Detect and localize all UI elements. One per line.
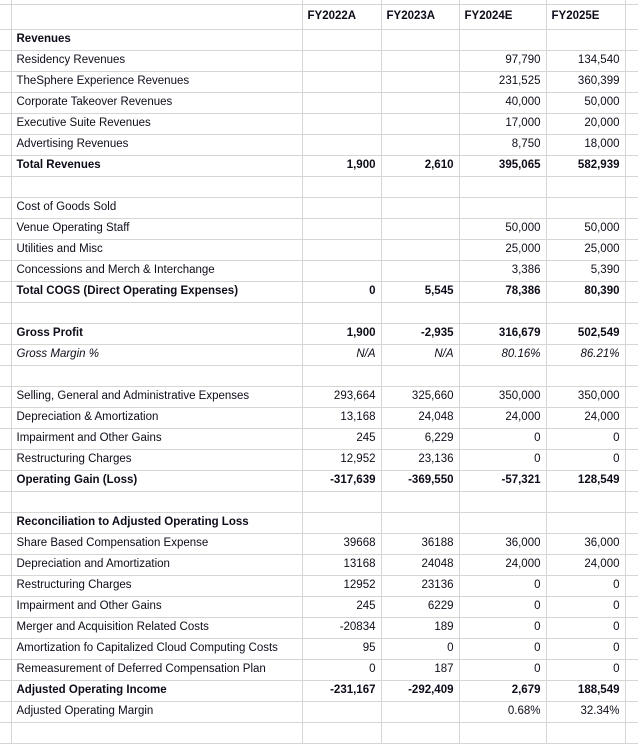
row-value-cell[interactable]: 0 xyxy=(459,638,546,659)
table-row xyxy=(0,92,638,113)
row-value-cell[interactable]: 395,065 xyxy=(459,155,546,176)
table-spacer-row xyxy=(0,302,638,323)
spacer-value-cell[interactable] xyxy=(546,176,625,197)
row-label-cell[interactable]: Cost of Goods Sold xyxy=(11,197,302,218)
row-value-cell[interactable]: 24,000 xyxy=(546,407,625,428)
row-value-cell[interactable] xyxy=(381,29,459,50)
row-value-cell[interactable]: 24,000 xyxy=(459,554,546,575)
row-value-cell[interactable]: 0 xyxy=(302,281,381,302)
row-value-cell[interactable] xyxy=(381,218,459,239)
row-value-cell[interactable] xyxy=(546,512,625,533)
table-header-row xyxy=(0,4,638,29)
row-value-cell[interactable]: 86.21% xyxy=(546,344,625,365)
spacer-value-cell[interactable] xyxy=(546,722,625,743)
row-value-cell[interactable]: 18,000 xyxy=(546,134,625,155)
spacer-value-cell[interactable] xyxy=(302,302,381,323)
row-value-cell[interactable]: 0 xyxy=(459,596,546,617)
row-value-cell[interactable]: N/A xyxy=(381,344,459,365)
row-value-cell[interactable]: 245 xyxy=(302,428,381,449)
row-value-cell[interactable]: 187 xyxy=(381,659,459,680)
row-value-cell[interactable]: -231,167 xyxy=(302,680,381,701)
row-label-cell[interactable]: Utilities and Misc xyxy=(11,239,302,260)
row-tail-cell xyxy=(625,176,638,197)
row-tail-cell xyxy=(625,323,638,344)
row-value-cell[interactable]: 5,545 xyxy=(381,281,459,302)
row-label-cell[interactable]: Share Based Compensation Expense xyxy=(11,533,302,554)
row-value-cell[interactable] xyxy=(302,701,381,722)
row-value-cell[interactable]: 0.68% xyxy=(459,701,546,722)
table-row xyxy=(0,197,638,218)
table-spacer-row xyxy=(0,722,638,743)
row-label-cell[interactable]: Adjusted Operating Income xyxy=(11,680,302,701)
row-value-cell[interactable]: 350,000 xyxy=(459,386,546,407)
row-value-cell[interactable]: 23136 xyxy=(381,575,459,596)
row-value-cell[interactable]: 1,900 xyxy=(302,155,381,176)
row-label-cell[interactable]: Remeasurement of Deferred Compensation Plan xyxy=(11,659,302,680)
row-gutter-cell xyxy=(0,155,11,176)
row-value-cell[interactable] xyxy=(546,29,625,50)
row-value-cell[interactable]: -20834 xyxy=(302,617,381,638)
spacer-value-cell[interactable] xyxy=(381,302,459,323)
row-value-cell[interactable] xyxy=(302,134,381,155)
row-value-cell[interactable] xyxy=(381,239,459,260)
row-value-cell[interactable]: 3,386 xyxy=(459,260,546,281)
row-value-cell[interactable] xyxy=(381,71,459,92)
row-value-cell[interactable]: 95 xyxy=(302,638,381,659)
table-row xyxy=(0,617,638,638)
row-value-cell[interactable]: 24,000 xyxy=(546,554,625,575)
row-value-cell[interactable] xyxy=(302,113,381,134)
table-row xyxy=(0,323,638,344)
table-row xyxy=(0,596,638,617)
row-value-cell[interactable]: 97,790 xyxy=(459,50,546,71)
row-value-cell[interactable]: 13168 xyxy=(302,554,381,575)
row-value-cell[interactable]: 0 xyxy=(381,638,459,659)
row-tail-cell xyxy=(625,554,638,575)
row-value-cell[interactable]: 50,000 xyxy=(546,92,625,113)
row-label-cell[interactable]: Residency Revenues xyxy=(11,50,302,71)
row-value-cell[interactable]: 360,399 xyxy=(546,71,625,92)
row-tail-cell xyxy=(625,29,638,50)
row-value-cell[interactable]: 0 xyxy=(459,428,546,449)
row-tail-cell xyxy=(625,533,638,554)
row-value-cell[interactable]: 0 xyxy=(546,638,625,659)
row-value-cell[interactable]: -2,935 xyxy=(381,323,459,344)
row-value-cell[interactable]: 23,136 xyxy=(381,449,459,470)
row-value-cell[interactable]: 36188 xyxy=(381,533,459,554)
row-gutter-cell xyxy=(0,239,11,260)
row-value-cell[interactable] xyxy=(302,50,381,71)
row-value-cell[interactable] xyxy=(302,218,381,239)
column-header-fy2025e[interactable]: FY2025E xyxy=(546,4,625,29)
row-gutter-cell xyxy=(0,4,11,29)
spacer-value-cell[interactable] xyxy=(546,365,625,386)
spacer-value-cell[interactable] xyxy=(302,722,381,743)
row-label-cell[interactable]: Operating Gain (Loss) xyxy=(11,470,302,491)
row-gutter-cell xyxy=(0,344,11,365)
row-tail-cell xyxy=(625,134,638,155)
row-tail-cell xyxy=(625,344,638,365)
row-value-cell[interactable] xyxy=(381,701,459,722)
row-tail-cell xyxy=(625,638,638,659)
row-label-cell[interactable]: Depreciation & Amortization xyxy=(11,407,302,428)
table-row xyxy=(0,218,638,239)
table-row xyxy=(0,239,638,260)
row-value-cell[interactable] xyxy=(459,29,546,50)
row-value-cell[interactable] xyxy=(459,512,546,533)
row-value-cell[interactable]: 39668 xyxy=(302,533,381,554)
row-gutter-cell xyxy=(0,176,11,197)
spacer-label-cell[interactable] xyxy=(11,176,302,197)
row-tail-cell xyxy=(625,617,638,638)
row-value-cell[interactable]: 12,952 xyxy=(302,449,381,470)
row-value-cell[interactable]: 32.34% xyxy=(546,701,625,722)
table-row xyxy=(0,449,638,470)
row-tail-cell xyxy=(625,428,638,449)
row-tail-cell xyxy=(625,491,638,512)
row-label-cell[interactable]: Gross Profit xyxy=(11,323,302,344)
row-gutter-cell xyxy=(0,449,11,470)
row-tail-cell xyxy=(625,4,638,29)
row-tail-cell xyxy=(625,239,638,260)
row-value-cell[interactable]: 6229 xyxy=(381,596,459,617)
row-value-cell[interactable]: 24048 xyxy=(381,554,459,575)
row-tail-cell xyxy=(625,512,638,533)
table-row xyxy=(0,407,638,428)
spacer-value-cell[interactable] xyxy=(381,722,459,743)
row-gutter-cell xyxy=(0,680,11,701)
row-label-cell[interactable]: Venue Operating Staff xyxy=(11,218,302,239)
row-label-cell[interactable]: Advertising Revenues xyxy=(11,134,302,155)
row-value-cell[interactable]: 17,000 xyxy=(459,113,546,134)
row-value-cell[interactable] xyxy=(381,134,459,155)
row-value-cell[interactable]: 350,000 xyxy=(546,386,625,407)
row-value-cell[interactable] xyxy=(302,512,381,533)
row-value-cell[interactable]: 78,386 xyxy=(459,281,546,302)
row-label-cell[interactable]: Reconciliation to Adjusted Operating Loss xyxy=(11,512,302,533)
row-value-cell[interactable] xyxy=(302,197,381,218)
table-row xyxy=(0,260,638,281)
row-value-cell[interactable]: 316,679 xyxy=(459,323,546,344)
row-value-cell[interactable]: 134,540 xyxy=(546,50,625,71)
row-value-cell[interactable]: 245 xyxy=(302,596,381,617)
table-row xyxy=(0,554,638,575)
row-tail-cell xyxy=(625,50,638,71)
row-tail-cell xyxy=(625,113,638,134)
table-row xyxy=(0,155,638,176)
row-value-cell[interactable]: 2,610 xyxy=(381,155,459,176)
row-label-cell[interactable]: Revenues xyxy=(11,29,302,50)
row-label-cell[interactable]: Total COGS (Direct Operating Expenses) xyxy=(11,281,302,302)
spacer-value-cell[interactable] xyxy=(459,302,546,323)
row-value-cell[interactable]: 40,000 xyxy=(459,92,546,113)
row-value-cell[interactable]: 0 xyxy=(459,617,546,638)
row-value-cell[interactable] xyxy=(381,197,459,218)
row-gutter-cell xyxy=(0,575,11,596)
row-tail-cell xyxy=(625,449,638,470)
spacer-label-cell[interactable] xyxy=(11,365,302,386)
row-value-cell[interactable] xyxy=(381,50,459,71)
row-gutter-cell xyxy=(0,638,11,659)
row-gutter-cell xyxy=(0,218,11,239)
row-gutter-cell xyxy=(0,281,11,302)
row-value-cell[interactable]: 189 xyxy=(381,617,459,638)
spacer-label-cell[interactable] xyxy=(11,302,302,323)
row-value-cell[interactable]: 2,679 xyxy=(459,680,546,701)
row-value-cell[interactable]: 0 xyxy=(459,575,546,596)
spacer-value-cell[interactable] xyxy=(302,491,381,512)
row-label-cell[interactable]: Executive Suite Revenues xyxy=(11,113,302,134)
row-tail-cell xyxy=(625,575,638,596)
row-value-cell[interactable]: 325,660 xyxy=(381,386,459,407)
row-value-cell[interactable] xyxy=(302,239,381,260)
row-value-cell[interactable]: 0 xyxy=(546,596,625,617)
row-gutter-cell xyxy=(0,302,11,323)
row-label-cell[interactable]: Adjusted Operating Margin xyxy=(11,701,302,722)
row-value-cell[interactable]: 0 xyxy=(546,575,625,596)
row-value-cell[interactable]: 36,000 xyxy=(459,533,546,554)
row-value-cell[interactable]: -369,550 xyxy=(381,470,459,491)
row-gutter-cell xyxy=(0,386,11,407)
table-spacer-row xyxy=(0,176,638,197)
spacer-value-cell[interactable] xyxy=(459,722,546,743)
table-row xyxy=(0,113,638,134)
row-tail-cell xyxy=(625,302,638,323)
row-value-cell[interactable]: 13,168 xyxy=(302,407,381,428)
row-gutter-cell xyxy=(0,659,11,680)
row-gutter-cell xyxy=(0,533,11,554)
row-label-cell[interactable]: Concessions and Merch & Interchange xyxy=(11,260,302,281)
row-tail-cell xyxy=(625,155,638,176)
row-tail-cell xyxy=(625,92,638,113)
row-value-cell[interactable]: 128,549 xyxy=(546,470,625,491)
row-gutter-cell xyxy=(0,260,11,281)
spacer-value-cell[interactable] xyxy=(381,365,459,386)
table-spacer-row xyxy=(0,491,638,512)
row-value-cell[interactable]: 12952 xyxy=(302,575,381,596)
table-row xyxy=(0,71,638,92)
row-tail-cell xyxy=(625,365,638,386)
row-value-cell[interactable]: 0 xyxy=(546,617,625,638)
spacer-value-cell[interactable] xyxy=(459,176,546,197)
row-gutter-cell xyxy=(0,113,11,134)
table-row xyxy=(0,50,638,71)
row-value-cell[interactable] xyxy=(459,197,546,218)
table-row xyxy=(0,428,638,449)
row-label-cell[interactable]: TheSphere Experience Revenues xyxy=(11,71,302,92)
row-label-cell[interactable]: Selling, General and Administrative Expenses xyxy=(11,386,302,407)
spacer-value-cell[interactable] xyxy=(302,365,381,386)
row-value-cell[interactable]: 582,939 xyxy=(546,155,625,176)
row-tail-cell xyxy=(625,71,638,92)
row-gutter-cell xyxy=(0,428,11,449)
row-tail-cell xyxy=(625,407,638,428)
row-value-cell[interactable]: -292,409 xyxy=(381,680,459,701)
row-gutter-cell xyxy=(0,50,11,71)
row-tail-cell xyxy=(625,386,638,407)
row-value-cell[interactable]: 502,549 xyxy=(546,323,625,344)
row-value-cell[interactable]: 36,000 xyxy=(546,533,625,554)
row-gutter-cell xyxy=(0,491,11,512)
table-row xyxy=(0,470,638,491)
row-tail-cell xyxy=(625,659,638,680)
row-label-cell[interactable]: Restructuring Charges xyxy=(11,449,302,470)
row-value-cell[interactable]: 5,390 xyxy=(546,260,625,281)
table-row xyxy=(0,701,638,722)
row-label-cell[interactable]: Depreciation and Amortization xyxy=(11,554,302,575)
row-gutter-cell xyxy=(0,407,11,428)
row-label-cell[interactable]: Gross Margin % xyxy=(11,344,302,365)
table-spacer-row xyxy=(0,365,638,386)
row-gutter-cell xyxy=(0,197,11,218)
row-value-cell[interactable]: 0 xyxy=(459,659,546,680)
row-value-cell[interactable] xyxy=(381,92,459,113)
row-gutter-cell xyxy=(0,617,11,638)
row-gutter-cell xyxy=(0,512,11,533)
row-value-cell[interactable]: 1,900 xyxy=(302,323,381,344)
column-header-fy2023a[interactable]: FY2023A xyxy=(381,4,459,29)
row-gutter-cell xyxy=(0,92,11,113)
row-tail-cell xyxy=(625,281,638,302)
table-row xyxy=(0,659,638,680)
row-label-cell[interactable]: Impairment and Other Gains xyxy=(11,596,302,617)
row-value-cell[interactable]: 0 xyxy=(546,659,625,680)
row-gutter-cell xyxy=(0,722,11,743)
table-row xyxy=(0,680,638,701)
table-row xyxy=(0,638,638,659)
row-gutter-cell xyxy=(0,596,11,617)
row-value-cell[interactable]: 0 xyxy=(302,659,381,680)
row-label-cell[interactable]: Corporate Takeover Revenues xyxy=(11,92,302,113)
spacer-label-cell[interactable] xyxy=(11,491,302,512)
row-value-cell[interactable]: 0 xyxy=(546,449,625,470)
column-header-fy2024e[interactable]: FY2024E xyxy=(459,4,546,29)
row-gutter-cell xyxy=(0,323,11,344)
table-row xyxy=(0,575,638,596)
row-value-cell[interactable]: 50,000 xyxy=(546,218,625,239)
table-row xyxy=(0,134,638,155)
row-value-cell[interactable]: 0 xyxy=(546,428,625,449)
row-value-cell[interactable]: 80.16% xyxy=(459,344,546,365)
row-value-cell[interactable]: 20,000 xyxy=(546,113,625,134)
row-tail-cell xyxy=(625,470,638,491)
row-value-cell[interactable]: 25,000 xyxy=(546,239,625,260)
spacer-value-cell[interactable] xyxy=(381,491,459,512)
table-row xyxy=(0,344,638,365)
row-gutter-cell xyxy=(0,365,11,386)
row-tail-cell xyxy=(625,596,638,617)
row-tail-cell xyxy=(625,701,638,722)
spacer-value-cell[interactable] xyxy=(546,302,625,323)
spacer-label-cell[interactable] xyxy=(11,722,302,743)
row-tail-cell xyxy=(625,218,638,239)
row-tail-cell xyxy=(625,680,638,701)
spacer-value-cell[interactable] xyxy=(459,491,546,512)
row-value-cell[interactable] xyxy=(381,260,459,281)
row-value-cell[interactable] xyxy=(381,113,459,134)
row-value-cell[interactable]: -317,639 xyxy=(302,470,381,491)
row-tail-cell xyxy=(625,722,638,743)
row-value-cell[interactable]: 50,000 xyxy=(459,218,546,239)
column-header-fy2022a[interactable]: FY2022A xyxy=(302,4,381,29)
row-tail-cell xyxy=(625,197,638,218)
row-gutter-cell xyxy=(0,29,11,50)
row-value-cell[interactable] xyxy=(302,260,381,281)
row-value-cell[interactable]: 188,549 xyxy=(546,680,625,701)
row-value-cell[interactable]: N/A xyxy=(302,344,381,365)
row-value-cell[interactable] xyxy=(302,71,381,92)
row-tail-cell xyxy=(625,260,638,281)
row-value-cell[interactable] xyxy=(302,29,381,50)
spacer-value-cell[interactable] xyxy=(459,365,546,386)
table-row xyxy=(0,29,638,50)
row-gutter-cell xyxy=(0,134,11,155)
column-header-label xyxy=(11,4,302,29)
row-value-cell[interactable]: 24,000 xyxy=(459,407,546,428)
row-value-cell[interactable]: 231,525 xyxy=(459,71,546,92)
table-row xyxy=(0,281,638,302)
row-gutter-cell xyxy=(0,701,11,722)
row-gutter-cell xyxy=(0,554,11,575)
row-value-cell[interactable]: 0 xyxy=(459,449,546,470)
row-label-cell[interactable]: Merger and Acquisition Related Costs xyxy=(11,617,302,638)
row-gutter-cell xyxy=(0,470,11,491)
row-value-cell[interactable]: 24,048 xyxy=(381,407,459,428)
row-label-cell[interactable]: Impairment and Other Gains xyxy=(11,428,302,449)
row-value-cell[interactable]: 8,750 xyxy=(459,134,546,155)
table-row xyxy=(0,512,638,533)
row-label-cell[interactable]: Restructuring Charges xyxy=(11,575,302,596)
table-row xyxy=(0,386,638,407)
row-value-cell[interactable]: 25,000 xyxy=(459,239,546,260)
row-value-cell[interactable]: 293,664 xyxy=(302,386,381,407)
row-label-cell[interactable]: Total Revenues xyxy=(11,155,302,176)
row-value-cell[interactable] xyxy=(381,512,459,533)
row-value-cell[interactable]: 6,229 xyxy=(381,428,459,449)
spacer-value-cell[interactable] xyxy=(302,176,381,197)
table-row xyxy=(0,533,638,554)
row-label-cell[interactable]: Amortization fo Capitalized Cloud Computing Costs xyxy=(11,638,302,659)
spacer-value-cell[interactable] xyxy=(546,491,625,512)
row-gutter-cell xyxy=(0,71,11,92)
row-value-cell[interactable] xyxy=(302,92,381,113)
row-value-cell[interactable]: 80,390 xyxy=(546,281,625,302)
row-value-cell[interactable] xyxy=(546,197,625,218)
row-value-cell[interactable]: -57,321 xyxy=(459,470,546,491)
spacer-value-cell[interactable] xyxy=(381,176,459,197)
